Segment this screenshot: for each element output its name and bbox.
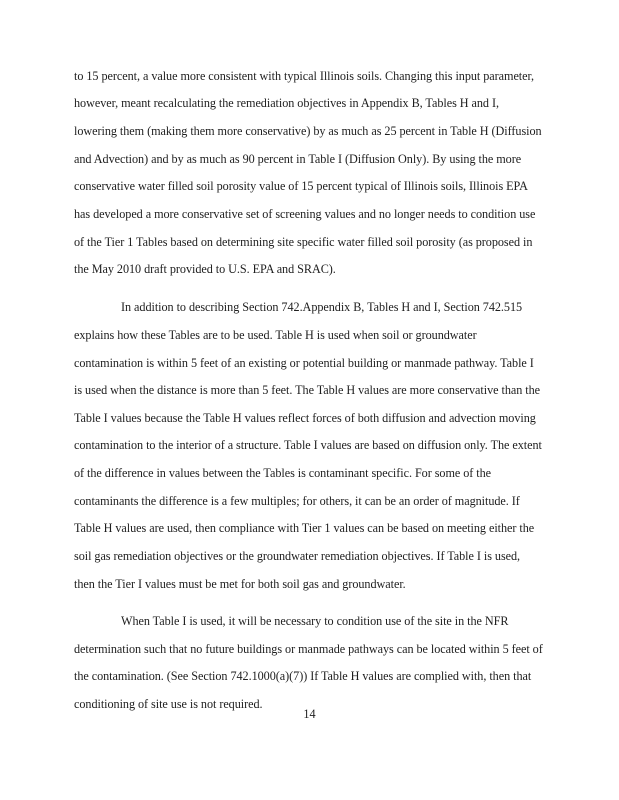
paragraph-2-line-6: contamination to the interior of a structure. Table I values are based on diffusion only. The extent	[74, 438, 542, 452]
paragraph-2-line-8: contaminants the difference is a few multiples; for others, it can be an order of magnitude. If	[74, 494, 520, 508]
paragraph-1-line-2: however, meant recalculating the remediation objectives in Appendix B, Tables H and I,	[74, 96, 499, 110]
paragraph-3-line-1: When Table I is used, it will be necessary to condition use of the site in the NFR	[121, 614, 509, 628]
paragraph-1-line-1: to 15 percent, a value more consistent with typical Illinois soils. Changing this input parameter,	[74, 69, 535, 83]
page-number: 14	[303, 707, 316, 721]
paragraph-3-line-2: determination such that no future buildings or manmade pathways can be located within 5 feet of	[74, 642, 543, 656]
paragraph-3-line-4: conditioning of site use is not required.	[74, 697, 263, 711]
paragraph-1-line-5: conservative water filled soil porosity value of 15 percent typical of Illinois soils, Illinois EPA	[74, 179, 528, 193]
paragraph-2-line-3: contamination is within 5 feet of an existing or potential building or manmade pathway. Table I	[74, 356, 534, 370]
paragraph-3-line-3: the contamination. (See Section 742.1000(a)(7)) If Table H values are complied with, then that	[74, 669, 532, 683]
paragraph-2-line-10: soil gas remediation objectives or the groundwater remediation objectives. If Table I is used,	[74, 549, 521, 563]
paragraph-2-line-11: then the Tier I values must be met for both soil gas and groundwater.	[74, 577, 406, 591]
paragraph-1-line-3: lowering them (making them more conservative) by as much as 25 percent in Table H (Diffusion	[74, 124, 542, 138]
paragraph-2-line-2: explains how these Tables are to be used. Table H is used when soil or groundwater	[74, 328, 477, 342]
paragraph-2-line-5: Table I values because the Table H values reflect forces of both diffusion and advection moving	[74, 411, 536, 425]
paragraph-2-line-9: Table H values are used, then compliance with Tier 1 values can be based on meeting either the	[74, 521, 535, 535]
paragraph-2-line-1: In addition to describing Section 742.Appendix B, Tables H and I, Section 742.515	[121, 300, 523, 314]
paragraph-1-line-8: the May 2010 draft provided to U.S. EPA and SRAC).	[74, 262, 336, 276]
paragraph-1-line-4: and Advection) and by as much as 90 percent in Table I (Diffusion Only). By using the more	[74, 152, 522, 166]
paragraph-2-line-7: of the difference in values between the Tables is contaminant specific. For some of the	[74, 466, 492, 480]
paragraph-2-line-4: is used when the distance is more than 5 feet. The Table H values are more conservative than the	[74, 383, 541, 397]
paragraph-1-line-6: has developed a more conservative set of screening values and no longer needs to condition use	[74, 207, 536, 221]
paragraph-1-line-7: of the Tier 1 Tables based on determining site specific water filled soil porosity (as proposed in	[74, 235, 533, 249]
